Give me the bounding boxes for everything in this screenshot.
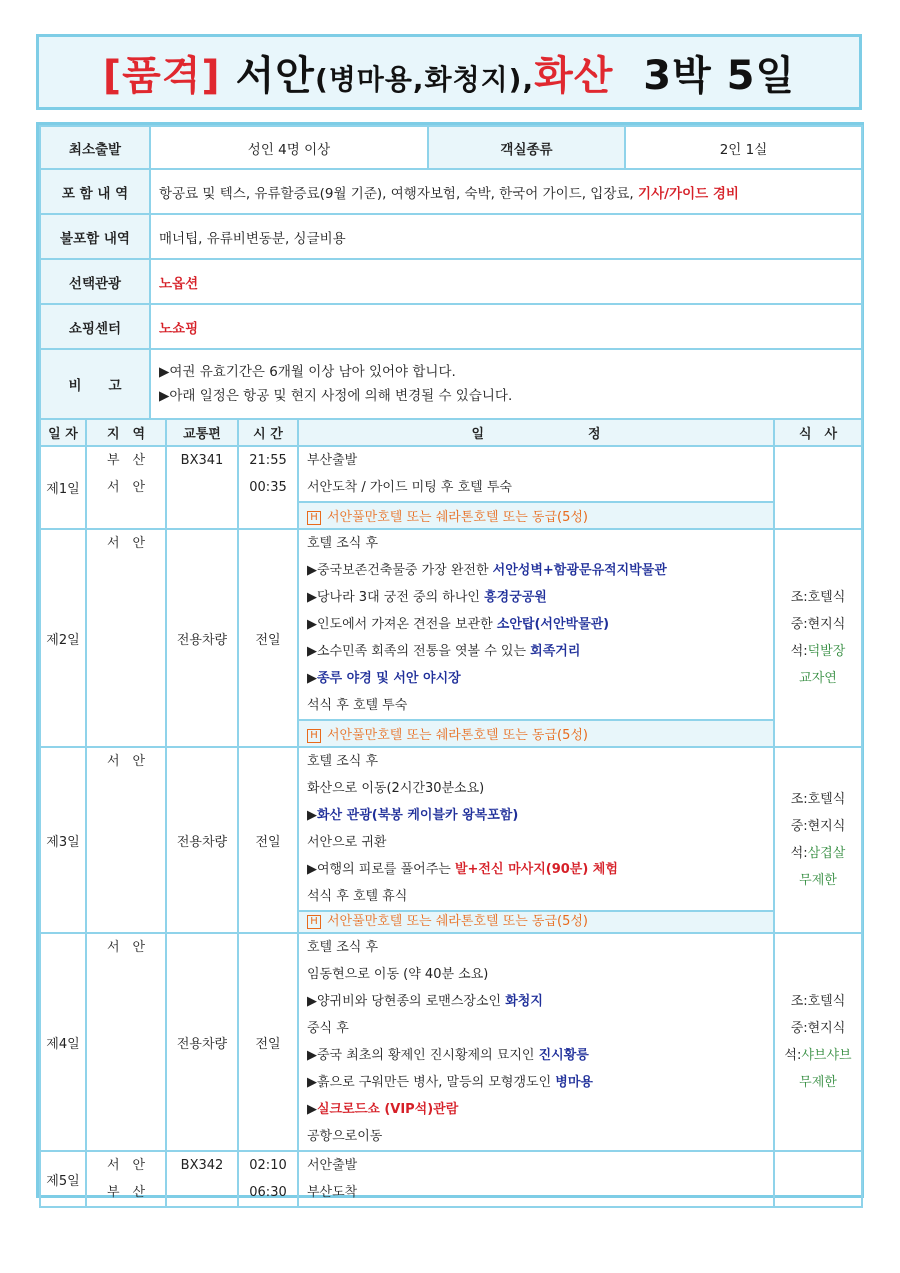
- day3-s3: [307, 802, 765, 829]
- day5-area: [86, 1151, 166, 1207]
- day2-s5b: 회족거리: [530, 644, 581, 659]
- page-title: [103, 44, 795, 101]
- day5-s2: 부산도착: [307, 1185, 358, 1200]
- day2-hotel: [298, 720, 774, 747]
- day2-s1: 호텔 조식 후: [307, 536, 379, 551]
- note-label: 비 고: [40, 349, 150, 419]
- schedule-header: [40, 419, 862, 446]
- optional-tour-label: 선택관광: [40, 259, 150, 304]
- day4-s8: 공항으로이동: [307, 1129, 383, 1144]
- day3-area-text: 서 안: [106, 754, 146, 769]
- day4-area: [86, 933, 166, 1151]
- day4-s1: 호텔 조식 후: [307, 940, 379, 955]
- day2-s4b: 소안탑(서안박물관): [496, 617, 610, 632]
- day2-s5: [307, 638, 765, 665]
- day4-s7: [307, 1096, 765, 1123]
- day3-s3b: 화산 관광(북봉 케이블카 왕복포함): [317, 808, 519, 823]
- day2-m3: [783, 638, 853, 665]
- day1-s2: 서안도착 / 가이드 미팅 후 호텔 투숙: [307, 480, 512, 495]
- optional-tour-value: 노옵션: [150, 259, 862, 304]
- day2-schedule: [298, 529, 774, 720]
- day1-area-1: 부 산: [106, 453, 146, 468]
- day1-area-2: 서 안: [106, 480, 146, 495]
- day2-m2: 중:현지식: [790, 617, 846, 632]
- day4-meal: [774, 933, 862, 1151]
- day5-time-2: 06:30: [249, 1185, 287, 1200]
- day4-s7a: ▶: [307, 1102, 317, 1117]
- day2-transport: 전용차량: [166, 529, 238, 747]
- day2-m4: 교자연: [799, 671, 837, 686]
- day2-s3: [307, 584, 765, 611]
- room-type-value: 2인 1실: [625, 126, 862, 169]
- day4-s5a: ▶중국 최초의 황제인 진시황제의 묘지인: [307, 1048, 539, 1063]
- included-label: 포 함 내 역: [40, 169, 150, 214]
- day3-m2: 중:현지식: [790, 819, 846, 834]
- day4-s6a: ▶흙으로 구워만든 병사, 말등의 모형갱도인: [307, 1075, 556, 1090]
- day2-area: [86, 529, 166, 747]
- day1-area: [86, 446, 166, 529]
- header-schedule: 일 정: [298, 419, 774, 446]
- day3-row: [40, 747, 862, 911]
- day1-hotel: [298, 502, 774, 529]
- day4-s6: [307, 1069, 765, 1096]
- day4-m3: [783, 1042, 853, 1069]
- day3-s5: [307, 856, 765, 883]
- day2-s6b: 종루 야경 및 서안 야시장: [317, 671, 461, 686]
- day5-meal: [774, 1151, 862, 1207]
- included-red: 기사/가이드 경비: [638, 185, 739, 202]
- day5-label: 제5일: [40, 1151, 86, 1207]
- day1-transport: [166, 446, 238, 529]
- day2-s4: [307, 611, 765, 638]
- day3-m3: [783, 840, 853, 867]
- day1-s1: 부산출발: [307, 453, 358, 468]
- title-city: 서안: [235, 52, 315, 99]
- day3-m3a: 석:: [790, 846, 808, 861]
- title-hua: 화산: [534, 52, 614, 99]
- day3-transport: 전용차량: [166, 747, 238, 933]
- day3-time: 전일: [238, 747, 298, 933]
- day5-s1: 서안출발: [307, 1158, 358, 1173]
- note-line-1: ▶여권 유효기간은 6개월 이상 남아 있어야 합니다.: [159, 364, 456, 380]
- day4-area-text: 서 안: [106, 940, 146, 955]
- day2-s6: [307, 665, 765, 692]
- day4-m2: 중:현지식: [790, 1021, 846, 1036]
- day2-time: 전일: [238, 529, 298, 747]
- day4-s7b: 실크로드쇼 (VIP석)관람: [317, 1102, 459, 1117]
- title-duration: 3박 5일: [643, 52, 796, 99]
- day2-m3b: 덕발장: [807, 644, 846, 659]
- day4-m3a: 석:: [784, 1048, 802, 1063]
- note-value: [150, 349, 862, 419]
- day1-transport-text: BX341: [180, 453, 224, 468]
- shopping-value: 노쇼핑: [150, 304, 862, 349]
- day4-m3b: 샤브샤브: [801, 1048, 852, 1063]
- day5-transport: [166, 1151, 238, 1207]
- day4-m1: 조:호텔식: [790, 994, 846, 1009]
- day3-meal: [774, 747, 862, 933]
- day2-meal: [774, 529, 862, 747]
- excluded-value: 매너팁, 유류비변동분, 싱글비용: [150, 214, 862, 259]
- day1-label: 제1일: [40, 446, 86, 529]
- day2-s2: [307, 557, 765, 584]
- day5-row: [40, 1151, 862, 1207]
- header-transport: 교통편: [166, 419, 238, 446]
- itinerary-sheet: [36, 122, 864, 1198]
- included-value: [150, 169, 862, 214]
- day1-row: [40, 446, 862, 502]
- day1-meal: [774, 446, 862, 529]
- day3-s5a: ▶여행의 피로를 풀어주는: [307, 862, 455, 877]
- day1-hotel-text: 서안풀만호텔 또는 쉐라톤호텔 또는 동급(5성): [327, 510, 588, 525]
- day3-hotel-text: 서안풀만호텔 또는 쉐라톤호텔 또는 동급(5성): [327, 914, 588, 929]
- room-type-label: 객실종류: [428, 126, 625, 169]
- min-departure-label: 최소출발: [40, 126, 150, 169]
- day3-s6: 석식 후 호텔 휴식: [307, 889, 408, 904]
- info-table: [39, 125, 863, 420]
- day3-s5b: 발+전신 마사지(90분) 체험: [454, 862, 618, 877]
- day1-time: [238, 446, 298, 529]
- day5-schedule: [298, 1151, 774, 1207]
- day3-label: 제3일: [40, 747, 86, 933]
- header-area: 지 역: [86, 419, 166, 446]
- day3-m3b: 삼겹살: [807, 846, 846, 861]
- day5-time: [238, 1151, 298, 1207]
- title-sub: (병마용,화청지),: [314, 62, 535, 96]
- schedule-table: [39, 418, 863, 1208]
- day2-s4a: ▶인도에서 가져온 견전을 보관한: [307, 617, 497, 632]
- day3-m4: 무제한: [799, 873, 837, 888]
- header-day: 일 자: [40, 419, 86, 446]
- day4-time: 전일: [238, 933, 298, 1151]
- included-text: 항공료 및 텍스, 유류할증료(9월 기준), 여행자보험, 숙박, 한국어 가이드, 입장료,: [159, 185, 634, 202]
- day2-s3b: 흥경궁공원: [484, 590, 547, 605]
- excluded-label: 불포함 내역: [40, 214, 150, 259]
- day4-label: 제4일: [40, 933, 86, 1151]
- day3-m1: 조:호텔식: [790, 792, 846, 807]
- day1-schedule: [298, 446, 774, 502]
- day4-s4: 중식 후: [307, 1021, 349, 1036]
- day2-s2a: ▶중국보존건축물중 가장 완전한: [307, 563, 493, 578]
- note-line-2: ▶아래 일정은 항공 및 현지 사정에 의해 변경될 수 있습니다.: [159, 388, 513, 404]
- hotel-icon: H: [307, 729, 321, 743]
- day3-s4: 서안으로 귀환: [307, 835, 387, 850]
- day4-s3a: ▶양귀비와 당현종의 로맨스장소인: [307, 994, 506, 1009]
- shopping-label: 쇼핑센터: [40, 304, 150, 349]
- header-time: 시 간: [238, 419, 298, 446]
- day4-schedule: [298, 933, 774, 1151]
- header-meal: 식 사: [774, 419, 862, 446]
- day3-area: [86, 747, 166, 933]
- day4-transport: 전용차량: [166, 933, 238, 1151]
- day4-s6b: 병마용: [555, 1075, 593, 1090]
- day2-s5a: ▶소수민족 회족의 전통을 엿볼 수 있는: [307, 644, 531, 659]
- hotel-icon: H: [307, 511, 321, 525]
- day4-s3: [307, 988, 765, 1015]
- day2-row: [40, 529, 862, 720]
- day4-s2: 임동현으로 이동 (약 40분 소요): [307, 967, 489, 982]
- day2-label: 제2일: [40, 529, 86, 747]
- day5-area-1: 서 안: [106, 1158, 146, 1173]
- day2-area-text: 서 안: [106, 536, 146, 551]
- day4-m4: 무제한: [799, 1075, 837, 1090]
- day5-transport-text: BX342: [180, 1158, 224, 1173]
- day2-s3a: ▶당나라 3대 궁전 중의 하나인: [307, 590, 485, 605]
- day4-row: [40, 933, 862, 1151]
- day3-s3a: ▶: [307, 808, 317, 823]
- min-departure-value: 성인 4명 이상: [150, 126, 428, 169]
- day2-m1: 조:호텔식: [790, 590, 846, 605]
- day2-hotel-text: 서안풀만호텔 또는 쉐라톤호텔 또는 동급(5성): [327, 728, 588, 743]
- day3-s1: 호텔 조식 후: [307, 754, 379, 769]
- day4-s5: [307, 1042, 765, 1069]
- title-bracket: [품격]: [102, 52, 221, 99]
- day2-s2b: 서안성벽+함광문유적지박물관: [492, 563, 667, 578]
- day2-s6a: ▶: [307, 671, 317, 686]
- day1-time-2: 00:35: [249, 480, 287, 495]
- day4-s5b: 진시황릉: [538, 1048, 589, 1063]
- day5-area-2: 부 산: [106, 1185, 146, 1200]
- title-banner: [36, 34, 862, 110]
- day4-s3b: 화청지: [505, 994, 543, 1009]
- day3-schedule: [298, 747, 774, 911]
- day2-m3a: 석:: [790, 644, 808, 659]
- day2-s7: 석식 후 호텔 투숙: [307, 698, 408, 713]
- day3-hotel: [298, 911, 774, 933]
- day3-s2: 화산으로 이동(2시간30분소요): [307, 781, 485, 796]
- day5-time-1: 02:10: [249, 1158, 287, 1173]
- day1-time-1: 21:55: [249, 453, 287, 468]
- hotel-icon: H: [307, 915, 321, 929]
